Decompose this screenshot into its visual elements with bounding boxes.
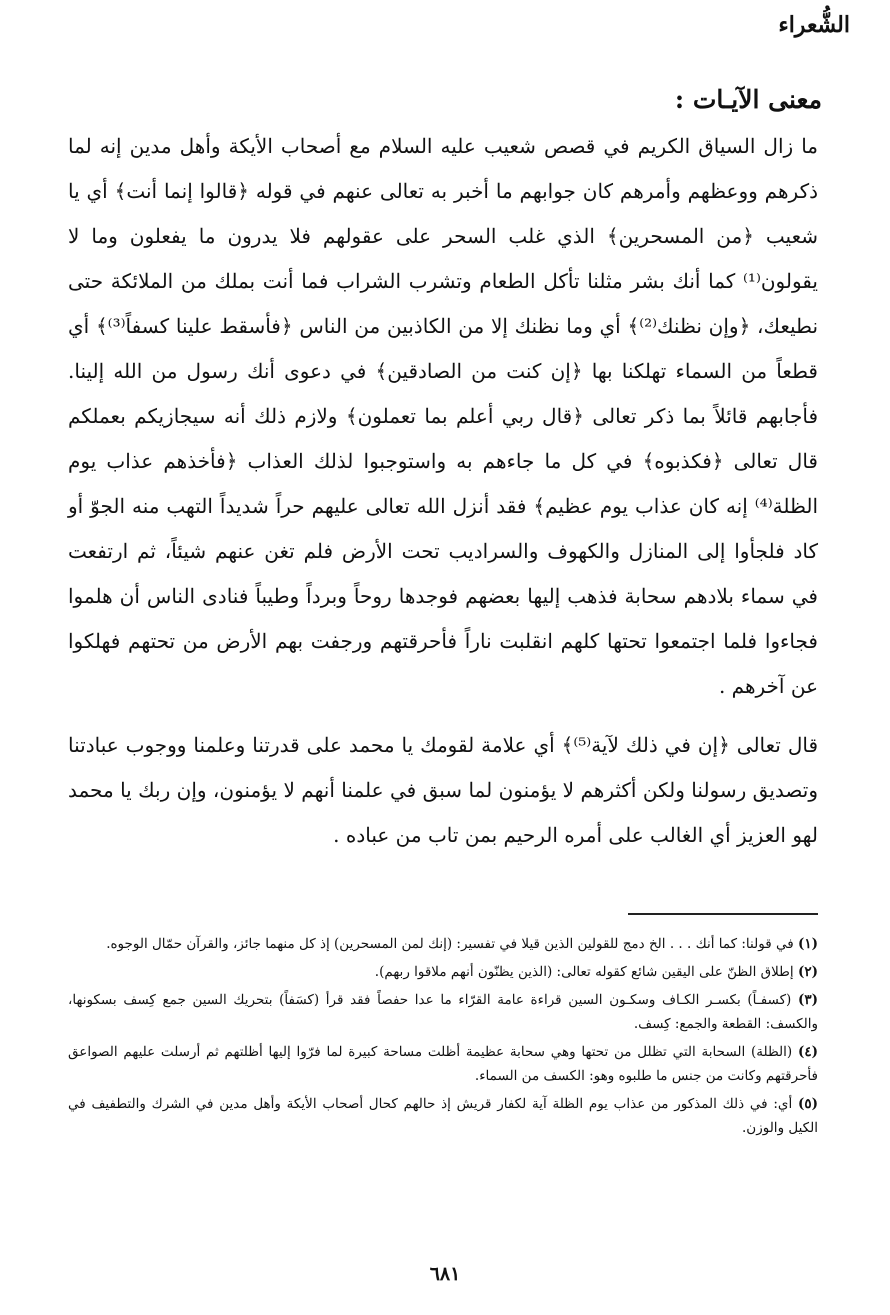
section-title: معنى الآيـات :	[674, 85, 822, 114]
footnote-text: إطلاق الظنّ على اليقين شائع كقوله تعالى: (الذين يظنّون أنهم ملاقوا ربهم).	[374, 964, 794, 980]
footnote	[68, 988, 818, 1036]
footnote-separator	[628, 913, 818, 915]
footnote-text: (كسفـاً) بكسـر الكـاف وسكـون السين قراءة عامة القرّاء ما عدا حفصاً فقد قرأ (كسَفاً) بتحريك السين جمع كِسف بسكونها، والكسف: القطعة والجمع: كِسف.	[68, 992, 818, 1032]
footnote	[68, 960, 818, 984]
footnote-text: في قولنا: كما أنك . . . الخ دمج للقولين الذين قيلا في تفسير: (إنك لمن المسحرين) إذ كل منهما جائز، والقرآن حمّال الوجوه.	[106, 936, 794, 952]
footnote-marker: (١)	[797, 936, 818, 952]
footnote	[68, 932, 818, 956]
body-paragraph-2: قال تعالى ﴿إن في ذلك لآية⁽⁵⁾﴾ أي علامة لقومك يا محمد على قدرتنا وعلمنا ووجوب عبادتنا وتصديق رسولنا ولكن أكثرهم لا يؤمنون لما سبق في علمنا أنهم لا يؤمنون، وإن ربك يا محمد لهو العزيز أي الغالب على أمره الرحيم بمن تاب من عباده .	[68, 733, 819, 847]
footnote-marker: (٥)	[797, 1096, 818, 1112]
footnote-text: (الظلة) السحابة التي تظلل من تحتها وهي سحابة عظيمة أظلت مساحة كبيرة لما فرّوا إليها أظلتهم ثم أرسلت عليهم الصواعق فأحرقتهم وكانت من جنس ما طلبوه وهو: الكسف من السماء.	[68, 1044, 818, 1084]
footnote	[68, 1092, 818, 1140]
footnote	[68, 1040, 818, 1088]
page-number: ٦٨١	[429, 1263, 461, 1285]
footnote-marker: (٣)	[797, 992, 818, 1008]
running-header: الشُّعراء	[778, 12, 850, 38]
footnote-marker: (٢)	[797, 964, 818, 980]
footnotes	[68, 932, 818, 1144]
main-text	[68, 84, 822, 858]
footnote-text: أي: في ذلك المذكور من عذاب يوم الظلة آية لكفار قريش إذ حالهم كحال أصحاب الأيكة وأهل مدين في الشرك والتطفيف في الكيل والوزن.	[68, 1096, 818, 1136]
body-paragraph-1: ما زال السياق الكريم في قصص شعيب عليه السلام مع أصحاب الأيكة وأهل مدين إنه لما ذكرهم ووعظهم وأمرهم كان جوابهم ما أخبر به تعالى عنهم في قوله ﴿قالوا إنما أنت﴾ أي يا شعيب ﴿من المسحرين﴾ الذي غلب السحر على عقولهم فلا يدرون ما يفعلون وما لا يقولون⁽¹⁾ كما أنك بشر مثلنا تأكل الطعام وتشرب الشراب فما أنت بملك من الملائكة حتى نطيعك، ﴿وإن نظنك⁽²⁾﴾ أي وما نظنك إلا من الكاذبين من الناس ﴿فأسقط علينا كسفاً⁽³⁾﴾ أي قطعاً من السماء تهلكنا بها ﴿إن كنت من الصادقين﴾ في دعوى أنك رسول من الله إلينا. فأجابهم قائلاً بما ذكر تعالى ﴿قال ربي أعلم بما تعملون﴾ ولازم ذلك أنه سيجازيكم بعملكم قال تعالى ﴿فكذبوه﴾ في كل ما جاءهم به واستوجبوا لذلك العذاب ﴿فأخذهم عذاب يوم الظلة⁽⁴⁾ إنه كان عذاب يوم عظيم﴾ فقد أنزل الله تعالى عليهم حراً شديداً التهب منه الجوّ أو كاد فلجأوا إلى المنازل والكهوف والسراديب تحت الأرض فلم تغن عنهم شيئاً، ثم ارتفعت في سماء بلادهم سحابة فذهب إليها بعضهم فوجدها روحاً وبرداً وطيباً فنادى الناس أن هلموا فجاءوا فلما اجتمعوا تحتها كلهم انقلبت ناراً فأحرقتهم ورجفت بهم الأرض من تحتهم فهلكوا عن آخرهم .	[68, 134, 819, 698]
footnote-marker: (٤)	[797, 1044, 818, 1060]
